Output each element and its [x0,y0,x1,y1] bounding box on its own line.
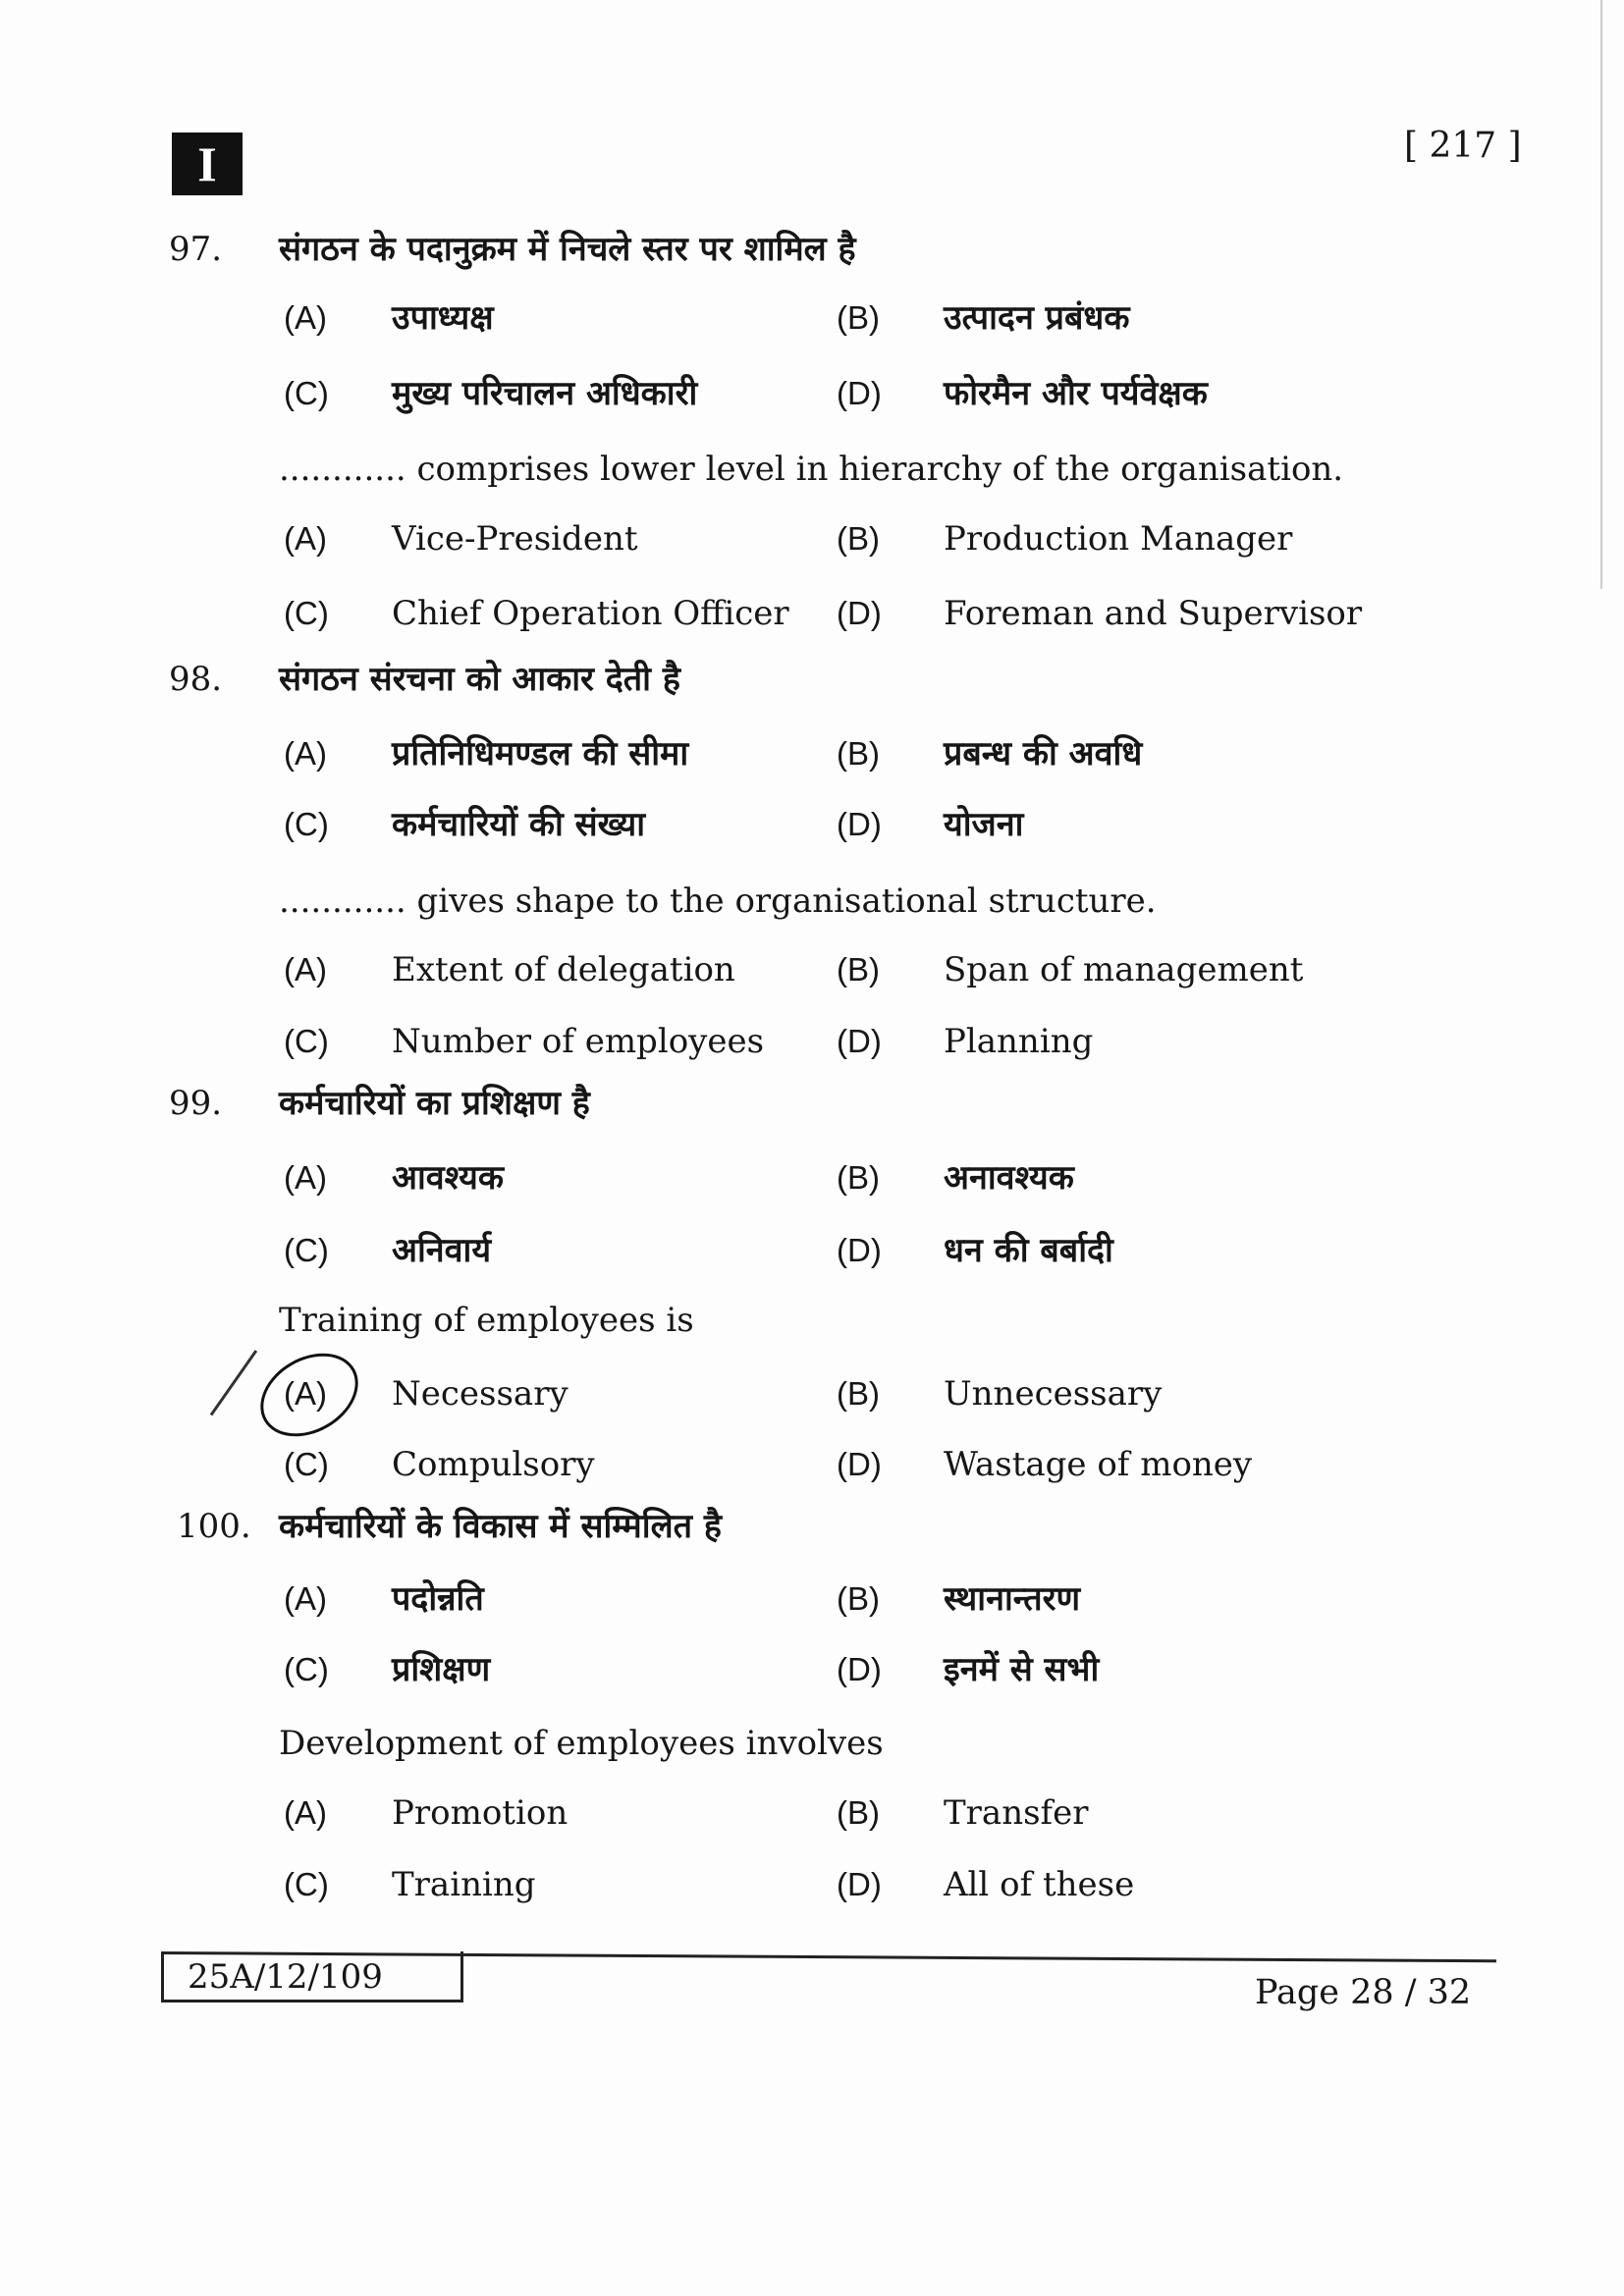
option-label: (B) [837,1580,880,1617]
option-label: (A) [284,1159,327,1196]
option-english-text: Transfer [944,1793,1089,1833]
option-hindi-text: फोरमैन और पर्यवेक्षक [944,374,1208,413]
paper-code: 25A/12/109 [161,1951,463,2002]
option-label: (B) [837,1159,880,1196]
option-english-text: Necessary [392,1374,568,1414]
option-hindi-text: आवश्यक [392,1158,504,1198]
set-label-badge: I [172,133,243,195]
option-hindi-text: प्रशिक्षण [392,1650,491,1689]
option-hindi-text: उत्पादन प्रबंधक [944,298,1130,338]
option-english-text: Span of management [944,950,1304,989]
option-hindi-text: धन की बर्बादी [944,1231,1113,1270]
option-hindi-text: अनावश्यक [944,1158,1074,1198]
option-hindi-text: इनमें से सभी [944,1650,1100,1689]
option-label: (D) [837,1446,882,1482]
question-english-text: ............ gives shape to the organisational structure. [279,881,1157,921]
page-number: Page 28 / 32 [1255,1973,1472,2012]
question-number: 99. [169,1084,223,1123]
option-english-text: Vice-President [392,519,638,559]
option-label: (D) [837,595,882,631]
option-english-text: Unnecessary [944,1374,1163,1414]
option-english-text: Extent of delegation [392,950,735,989]
option-label: (D) [837,1023,882,1059]
option-label: (A) [284,299,327,336]
question-number: 97. [169,230,223,269]
option-hindi-text: स्थानान्तरण [944,1579,1081,1619]
option-label: (B) [837,735,880,772]
option-english-text: Planning [944,1022,1094,1061]
option-english-text: Training [392,1865,536,1904]
answer-circle-mark [245,1337,373,1454]
option-label: (C) [284,1232,329,1268]
option-label: (D) [837,1232,882,1268]
option-label: (C) [284,375,329,411]
option-label: (D) [837,375,882,411]
option-label: (A) [284,735,327,772]
option-label: (C) [284,1866,329,1902]
option-english-text: Number of employees [392,1022,765,1061]
question-hindi-text: संगठन संरचना को आकार देती है [279,660,680,699]
option-label: (C) [284,1446,329,1482]
option-label: (B) [837,520,880,557]
option-hindi-text: उपाध्यक्ष [392,298,494,338]
option-english-text: Chief Operation Officer [392,594,789,633]
option-hindi-text: पदोन्नति [392,1579,484,1619]
option-hindi-text: योजना [944,805,1024,844]
option-label: (D) [837,806,882,842]
option-label: (A) [284,1580,327,1617]
option-label: (C) [284,1651,329,1687]
question-hindi-text: कर्मचारियों का प्रशिक्षण है [279,1084,590,1123]
question-number: 100. [177,1507,251,1546]
option-english-text: Promotion [392,1793,568,1833]
option-label: (D) [837,1651,882,1687]
option-label: (A) [284,1375,327,1412]
option-label: (B) [837,951,880,988]
option-label: (A) [284,520,327,557]
option-hindi-text: मुख्य परिचालन अधिकारी [392,374,698,413]
option-english-text: All of these [944,1865,1135,1904]
option-label: (D) [837,1866,882,1902]
option-label: (C) [284,1023,329,1059]
option-label: (C) [284,595,329,631]
option-label: (C) [284,806,329,842]
option-english-text: Compulsory [392,1445,595,1484]
option-english-text: Production Manager [944,519,1293,559]
option-label: (B) [837,1375,880,1412]
page-code: [ 217 ] [1404,126,1522,166]
question-english-text: Development of employees involves [279,1724,884,1763]
question-english-text: Training of employees is [279,1301,694,1340]
option-english-text: Foreman and Supervisor [944,594,1363,633]
option-label: (A) [284,1794,327,1831]
option-english-text: Wastage of money [944,1445,1253,1484]
option-hindi-text: प्रबन्ध की अवधि [944,734,1143,774]
answer-mark-stroke [210,1350,257,1415]
option-label: (B) [837,1794,880,1831]
option-label: (A) [284,951,327,988]
question-number: 98. [169,660,223,699]
question-english-text: ............ comprises lower level in hierarchy of the organisation. [279,450,1344,489]
scan-margin-line [1600,0,1602,589]
question-hindi-text: संगठन के पदानुक्रम में निचले स्तर पर शामिल है [279,230,856,269]
option-hindi-text: कर्मचारियों की संख्या [392,805,646,844]
option-hindi-text: प्रतिनिधिमण्डल की सीमा [392,734,689,774]
option-label: (B) [837,299,880,336]
option-hindi-text: अनिवार्य [392,1231,492,1270]
question-hindi-text: कर्मचारियों के विकास में सम्मिलित है [279,1507,722,1546]
